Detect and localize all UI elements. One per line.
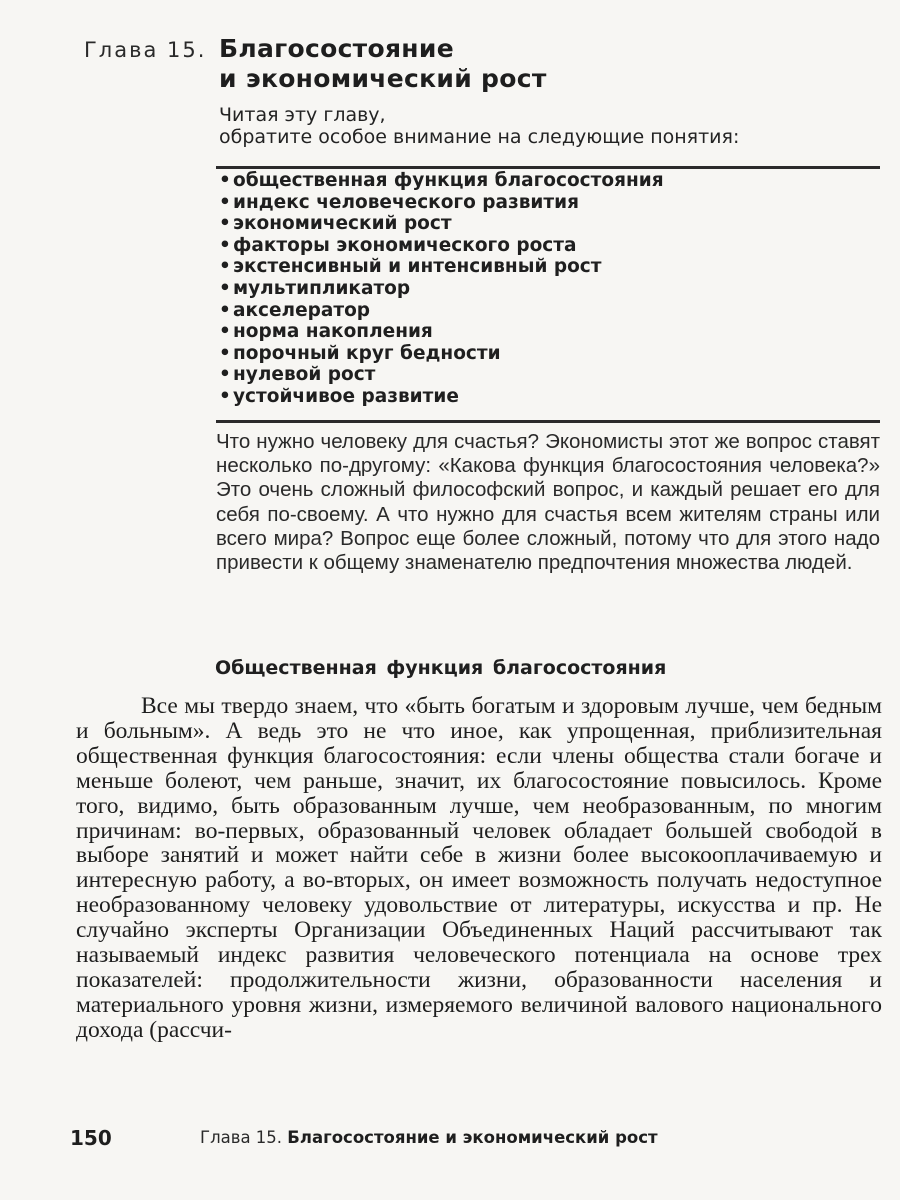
concept-item: • мультипликатор bbox=[219, 277, 411, 299]
bullet-icon: • bbox=[219, 170, 231, 191]
reading-intro bbox=[219, 104, 739, 148]
section-heading: Общественная функция благосостояния bbox=[215, 657, 667, 679]
bullet-icon: • bbox=[219, 234, 231, 256]
bullet-icon: • bbox=[219, 213, 231, 235]
body-text bbox=[76, 694, 882, 1043]
bullet-icon: • bbox=[219, 299, 231, 321]
chapter-title-line-1: Благосостояние bbox=[219, 34, 454, 63]
body-paragraph: Все мы твердо знаем, что «быть богатым и здоровым лучше, чем бедным и больным». А ведь это не что иное, как упрощенная, приблизительная общественная функция благосостояния: если члены общества стали богаче и меньше болеют, чем раньше, значит, их благосостояние повысилось. Кроме того, видимо, быть образованным лучше, чем необразованным, по многим причинам: во-первых, образованный человек обладает большей свободой в выборе занятий и может найти себе в жизни более высокооплачиваемую и интересную работу, а во-вторых, он имеет возможность получать недоступное необразованному человеку удовольствие от литературы, искусства и пр. Не случайно эксперты Организации Объединенных Наций рассчитывают так называемый индекс развития человеческого потенциала на основе трех показателей: продолжительности жизни, образованности населения и материального уровня жизни, измеряемого величиной валового национального дохода (рассчи- bbox=[76, 693, 882, 1043]
intro-line-2: обратите особое внимание на следующие понятия: bbox=[219, 126, 740, 148]
chapter-title bbox=[219, 34, 547, 94]
concept-item: • норма накопления bbox=[219, 321, 433, 343]
running-head-prefix: Глава 15. bbox=[200, 1128, 283, 1147]
divider-top bbox=[216, 166, 880, 169]
concept-item: • экономический рост bbox=[219, 213, 452, 235]
intro-line-1: Читая эту главу, bbox=[219, 104, 386, 126]
running-head-title: Благосостояние и экономический рост bbox=[287, 1128, 658, 1147]
chapter-title-line-2: и экономический рост bbox=[219, 64, 547, 93]
chapter-label: Глава 15. bbox=[84, 38, 207, 62]
bullet-icon: • bbox=[219, 191, 231, 213]
bullet-icon: • bbox=[219, 385, 231, 407]
concept-item: • акселератор bbox=[219, 299, 371, 321]
divider-bottom bbox=[216, 420, 880, 423]
lead-paragraph: Что нужно человеку для счастья? Экономисты этот же вопрос ставят несколько по-другому: «Какова функция благосостояния человека?» Это очень сложный философский вопрос, и каждый решает его для себя по-своему. А что нужно для счастья всем жителям страны или всего мира? Вопрос еще более сложный, потому что для этого надо привести к общему знаменателю предпочтения множества людей. bbox=[216, 430, 880, 575]
concept-item: • факторы экономического роста bbox=[219, 234, 577, 256]
concept-item: • нулевой рост bbox=[219, 364, 376, 386]
bullet-icon: • bbox=[219, 342, 231, 364]
key-concepts-list bbox=[219, 170, 664, 408]
concept-item: • порочный круг бедности bbox=[219, 342, 501, 364]
bullet-icon: • bbox=[219, 256, 231, 278]
page-number: 150 bbox=[70, 1126, 112, 1150]
concept-item: • устойчивое развитие bbox=[219, 385, 459, 407]
bullet-icon: • bbox=[219, 364, 231, 386]
bullet-icon: • bbox=[219, 277, 231, 299]
concept-item: • экстенсивный и интенсивный рост bbox=[219, 256, 602, 278]
concept-item: • индекс человеческого развития bbox=[219, 191, 579, 213]
running-head bbox=[200, 1128, 658, 1147]
concept-item: • общественная функция благосостояния bbox=[219, 170, 664, 191]
bullet-icon: • bbox=[219, 321, 231, 343]
